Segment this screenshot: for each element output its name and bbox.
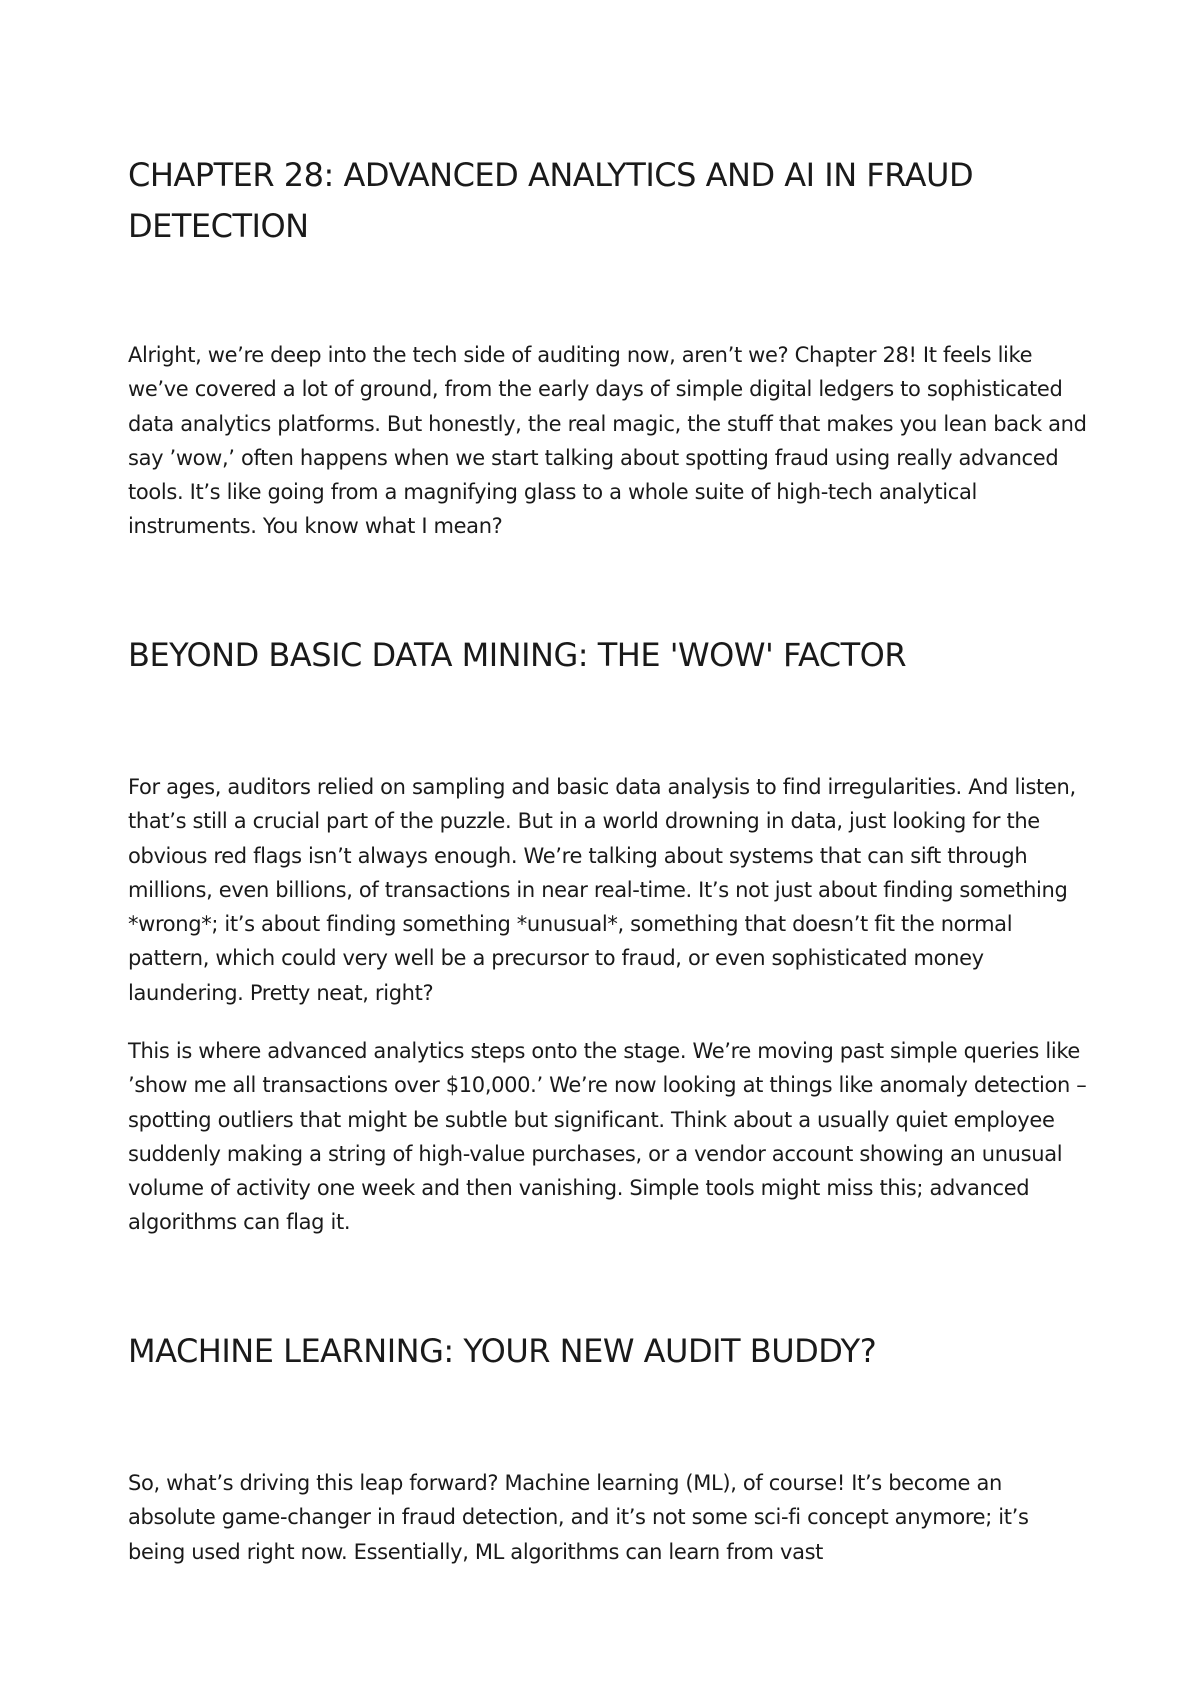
intro-paragraph: Alright, we’re deep into the tech side of auditing now, aren’t we? Chapter 28! It feels like we’ve covered a lot of ground, from the early days of simple digital ledgers to sophisticated data analytics platforms. But honestly, the real magic, the stuff that makes you lean back and say ’wow,’ often happens when we start talking about spotting fraud using really advanced tools. It’s like going from a magnifying glass to a whole suite of high-tech analytical instruments. You know what I mean? <box>128 343 1087 539</box>
section-1-paragraph-1: For ages, auditors relied on sampling and basic data analysis to find irregularities. And listen, that’s still a crucial part of the puzzle. But in a world drowning in data, just looking for the obvious red flags isn’t always enough. We’re talking about systems that can sift through millions, even billions, of transactions in near real-time. It’s not just about finding something *wrong*; it’s about finding something *unusual*, something that doesn’t fit the normal pattern, which could very well be a precursor to fraud, or even sophisticated money laundering. Pretty neat, right? <box>128 775 1076 1005</box>
chapter-title: CHAPTER 28: ADVANCED ANALYTICS AND AI IN FRAUD DETECTION <box>128 156 974 245</box>
section-1-paragraph-2: This is where advanced analytics steps onto the stage. We’re moving past simple queries like ’show me all transactions over $10,000.’ We’re now looking at things like anomaly detection – spotting outliers that might be subtle but significant. Think about a usually quiet employee suddenly making a string of high-value purchases, or a vendor account showing an unusual volume of activity one week and then vanishing. Simple tools might miss this; advanced algorithms can flag it. <box>128 1039 1087 1235</box>
section-heading-machine-learning: MACHINE LEARNING: YOUR NEW AUDIT BUDDY? <box>128 1332 877 1370</box>
section-2-paragraph-1: So, what’s driving this leap forward? Machine learning (ML), of course! It’s become an absolute game-changer in fraud detection, and it’s not some sci-fi concept anymore; it’s being used right now. Essentially, ML algorithms can learn from vast <box>128 1471 1029 1564</box>
section-heading-beyond-data-mining: BEYOND BASIC DATA MINING: THE 'WOW' FACTOR <box>128 636 907 674</box>
